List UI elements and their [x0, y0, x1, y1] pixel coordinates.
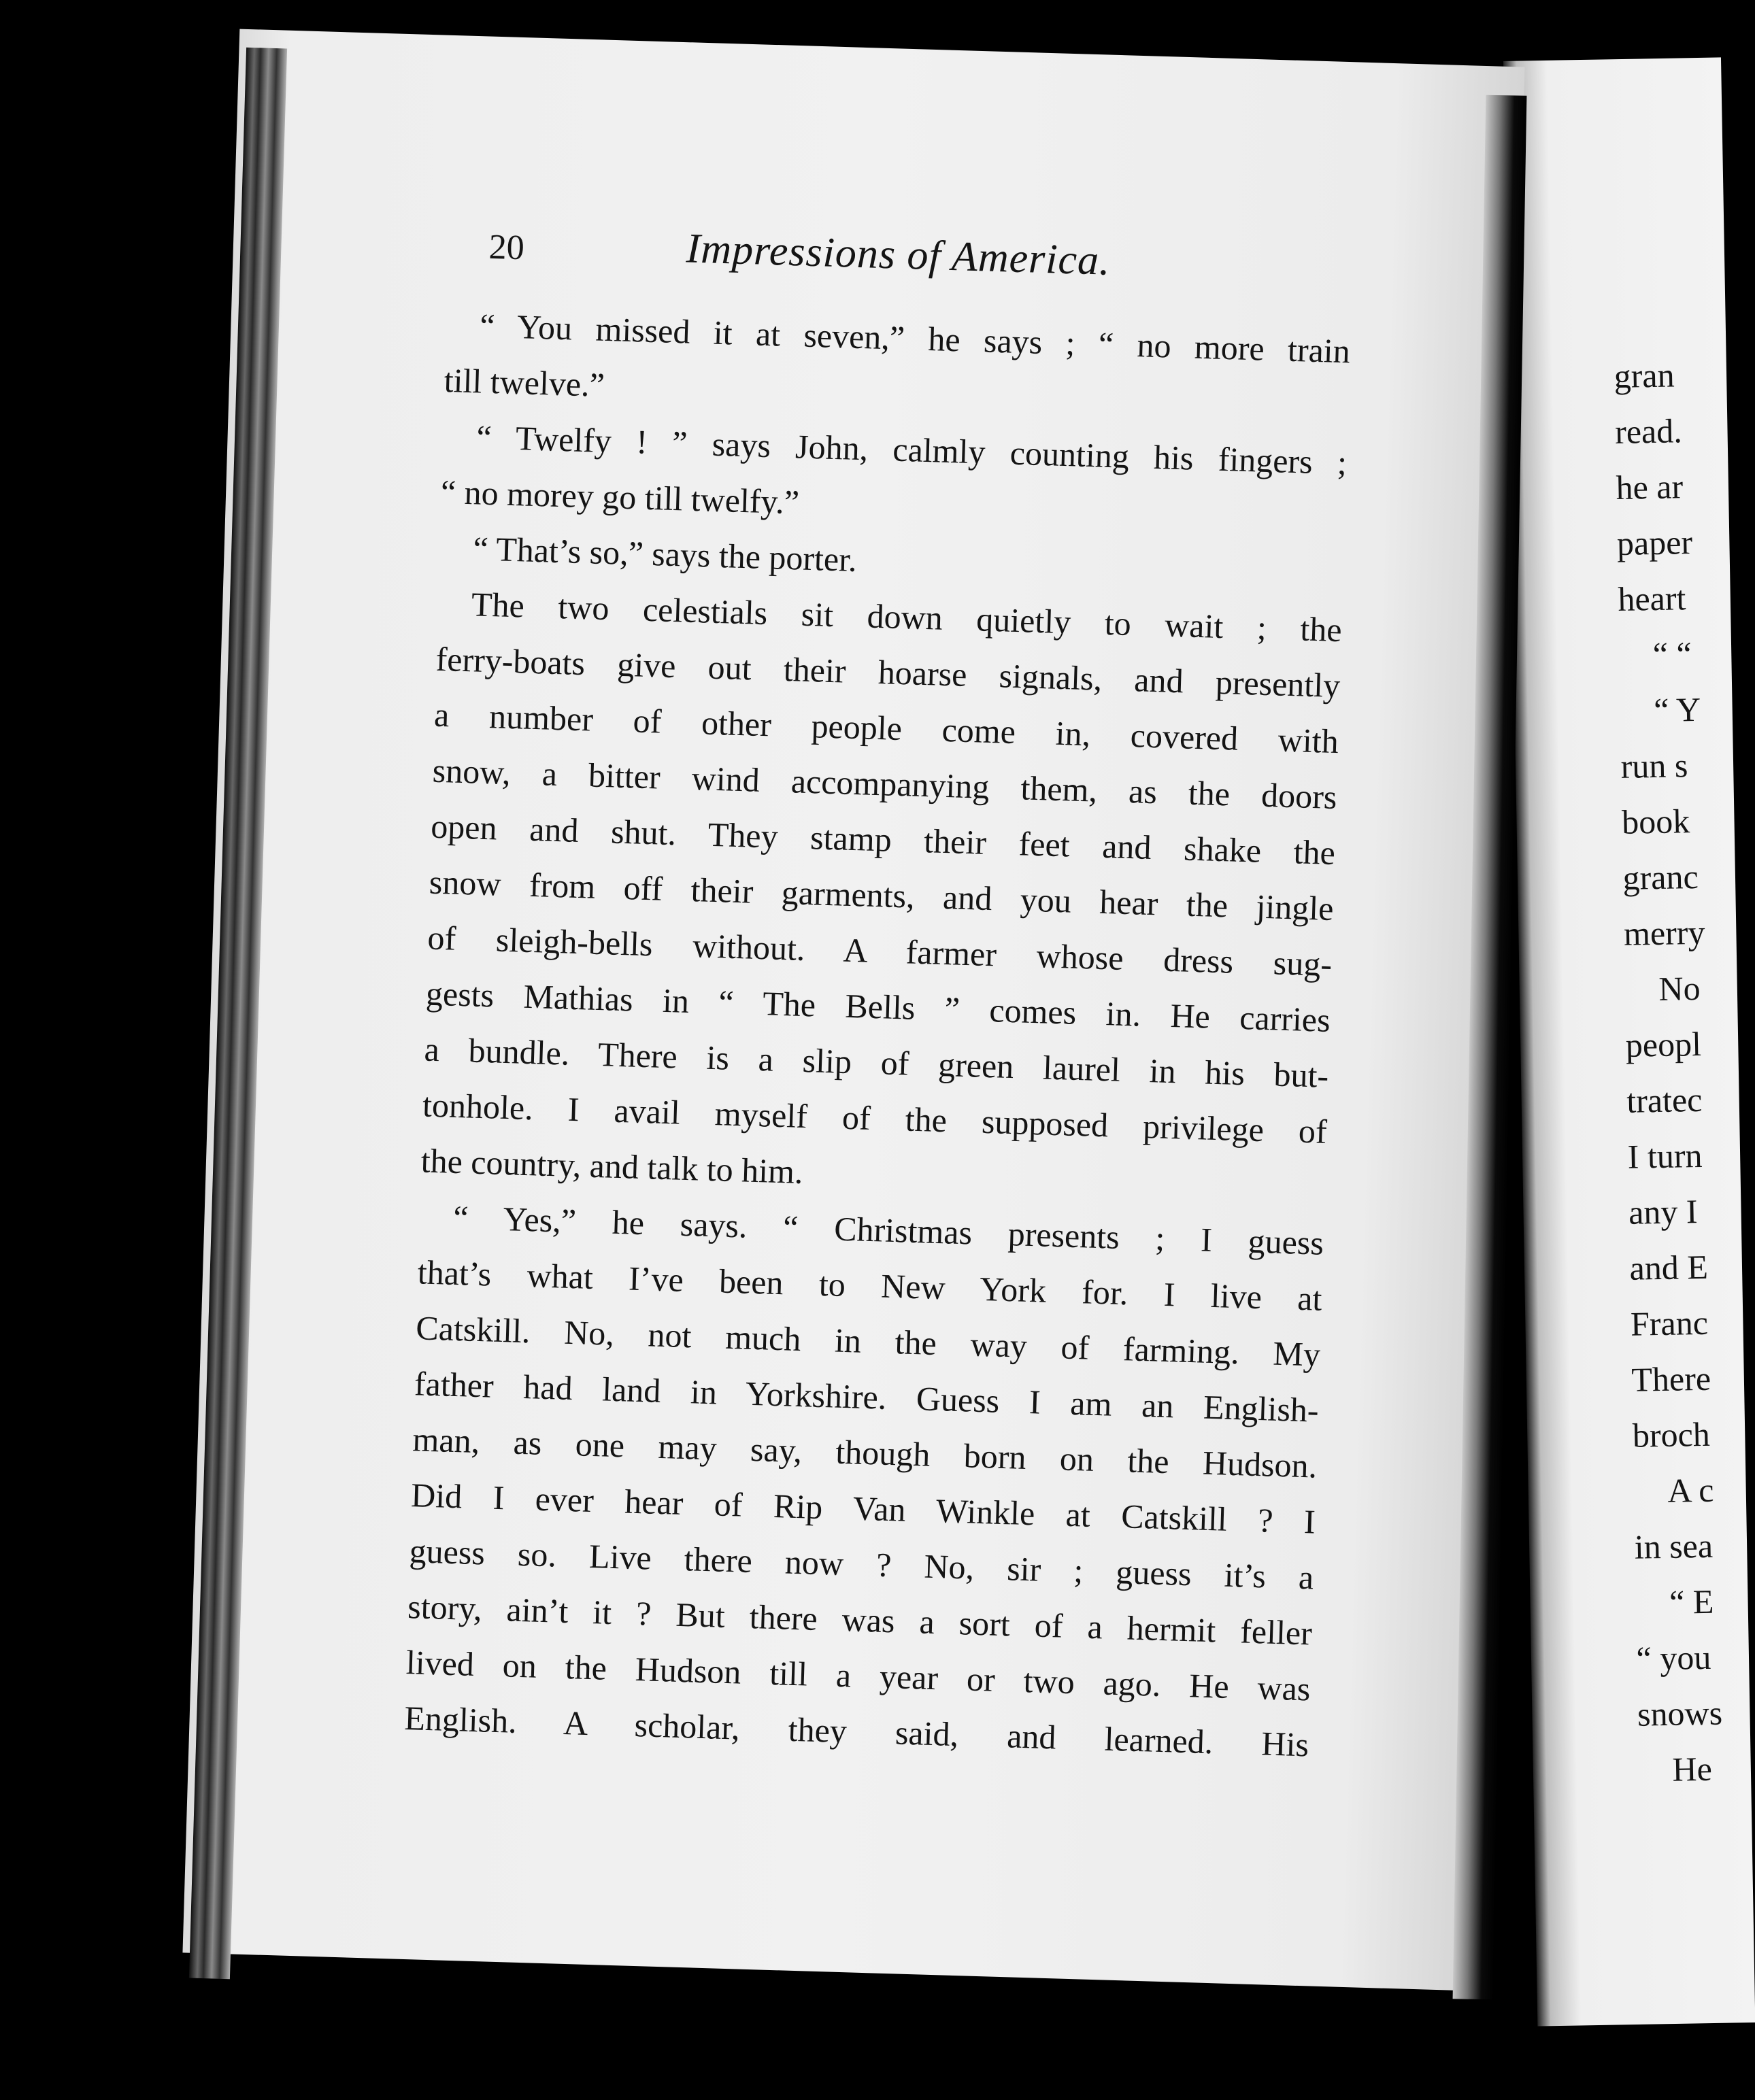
text-line: ferry-boats give out their hoarse signals, and presently — [435, 639, 1341, 705]
text-line: gests Mathias in “ The Bells ” comes in. He carries — [425, 974, 1331, 1039]
text-line: a number of other people come in, covered with — [433, 695, 1339, 761]
text-line: “ Yes,” he says. “ Christmas presents ; I guess — [452, 1198, 1324, 1262]
text-line-fragment: No — [1658, 968, 1701, 1008]
text-line: man, as one may say, though born on the Hudson. — [412, 1420, 1318, 1485]
text-line: English. A scholar, they said, and learned. His — [403, 1699, 1309, 1764]
text-line-fragment: merry — [1623, 913, 1705, 953]
text-line-fragment: any I — [1628, 1192, 1698, 1232]
text-line: “ You missed it at seven,” he says ; “ no more train — [479, 306, 1351, 371]
text-line: “ That’s so,” says the porter. — [472, 529, 858, 579]
text-line-fragment: granc — [1622, 857, 1699, 897]
text-line-fragment: read. — [1614, 411, 1683, 451]
text-line-fragment: in sea — [1634, 1526, 1714, 1566]
text-line: Did I ever hear of Rip Van Winkle at Catskill ? I — [410, 1476, 1316, 1541]
text-line: till twelve.” — [444, 360, 605, 404]
left-page-text — [403, 218, 1353, 1772]
text-line-fragment: and E — [1629, 1247, 1709, 1287]
page-number: 20 — [488, 227, 525, 268]
text-line-fragment: He — [1671, 1749, 1713, 1789]
text-line: story, ain’t it ? But there was a sort of a hermit feller — [407, 1587, 1313, 1653]
text-line: lived on the Hudson till a year or two ago. He was — [405, 1643, 1311, 1708]
text-line-fragment: paper — [1616, 523, 1693, 562]
text-line-fragment: peopl — [1625, 1024, 1702, 1064]
text-line: the country, and talk to him. — [420, 1141, 804, 1191]
text-line: guess so. Live there now ? No, sir ; guess it’s a — [408, 1531, 1315, 1597]
text-line-fragment: “ “ — [1652, 634, 1692, 674]
text-line: father had land in Yorkshire. Guess I am an English- — [414, 1364, 1320, 1429]
text-line-fragment: run s — [1620, 746, 1688, 785]
text-line-fragment: A c — [1667, 1470, 1714, 1510]
text-line: snow from off their garments, and you hear the jingle — [429, 862, 1335, 928]
text-line-fragment: “ E — [1669, 1582, 1714, 1621]
text-line: Catskill. No, not much in the way of farming. My — [415, 1308, 1321, 1374]
text-line-fragment: snows — [1637, 1693, 1723, 1733]
text-line: of sleigh-bells without. A farmer whose dress sug- — [427, 918, 1333, 983]
text-line-fragment: book — [1621, 802, 1690, 841]
text-line: tonhole. I avail myself of the supposed privilege of — [422, 1085, 1328, 1151]
text-line: “ no morey go till twelfy.” — [440, 472, 800, 522]
text-line: snow, a bitter wind accompanying them, as the doors — [432, 751, 1338, 817]
text-line: that’s what I’ve been to New York for. I live at — [417, 1253, 1323, 1318]
text-line-fragment: Franc — [1630, 1303, 1709, 1343]
text-line-fragment: “ you — [1636, 1638, 1711, 1678]
text-line-fragment: he ar — [1616, 467, 1684, 507]
text-line-fragment: gran — [1614, 356, 1675, 395]
text-line: “ Twelfy ! ” says John, calmly counting his fingers ; — [475, 418, 1348, 482]
text-line: The two celestials sit down quietly to wait ; the — [471, 585, 1343, 649]
text-line: open and shut. They stamp their feet and shake the — [430, 807, 1336, 873]
text-line-fragment: broch — [1632, 1415, 1711, 1455]
body-text — [403, 297, 1351, 1773]
text-line-fragment: “ Y — [1653, 690, 1701, 730]
text-line-fragment: There — [1631, 1359, 1711, 1399]
running-title: Impressions of America. — [685, 225, 1112, 284]
text-line: a bundle. There is a slip of green laurel in his but- — [423, 1030, 1329, 1095]
text-line-fragment: heart — [1617, 579, 1686, 618]
text-line-fragment: tratec — [1626, 1080, 1703, 1120]
text-line-fragment: I turn — [1627, 1136, 1703, 1176]
